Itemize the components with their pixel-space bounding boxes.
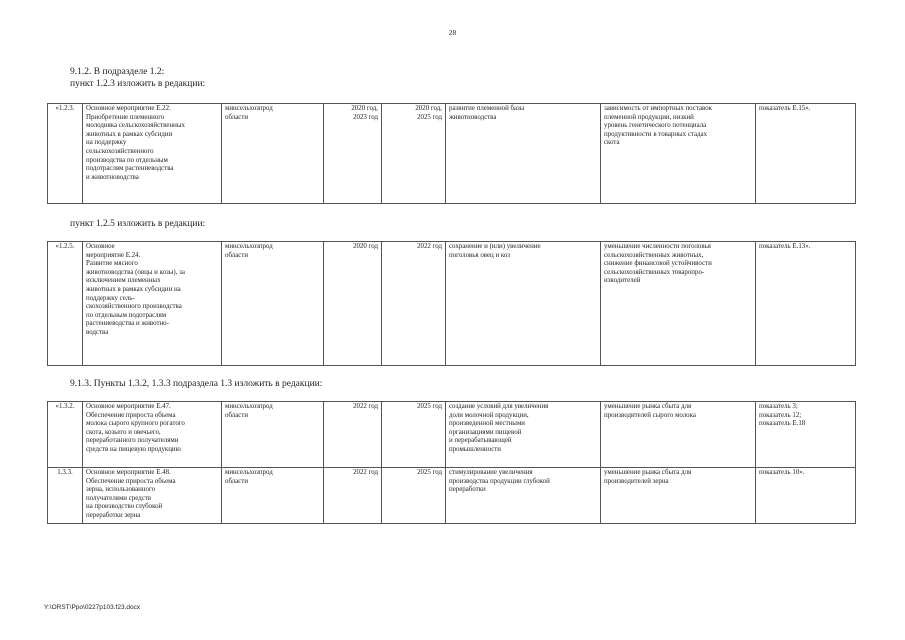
end-year-cell-line: 2025 год — [417, 469, 442, 476]
consequences-cell-line: уменьшение рынка сбыта для — [604, 403, 692, 410]
consequences-cell — [601, 402, 756, 468]
event-cell-line: по отдельным подотраслям — [86, 311, 167, 319]
table-row — [48, 468, 856, 524]
consequences-cell-line: сельскохозяйственных товаропро- — [604, 268, 705, 276]
result-cell — [446, 104, 601, 204]
event-cell-line: Развитие мясного — [86, 260, 138, 268]
executor-cell-line: минсельхозпрод — [225, 243, 273, 250]
table-row — [48, 242, 856, 366]
result-cell-line: организациями пищевой — [449, 428, 522, 436]
consequences-cell — [601, 468, 756, 524]
end-year-cell — [382, 242, 446, 366]
indicator-cell-line: показатель 10». — [759, 469, 805, 476]
result-cell-line: производства продукции глубокой — [449, 477, 550, 485]
event-cell-line: скота, козьего и овечьего, — [86, 428, 161, 436]
result-cell — [446, 402, 601, 468]
end-year-cell — [382, 402, 446, 468]
executor-cell-line: области — [225, 251, 249, 259]
indicator-cell-line: показатель Е.15». — [759, 105, 811, 112]
end-year-cell-line: 2020 год, — [415, 105, 442, 112]
start-year-cell — [324, 242, 382, 366]
executor-cell-line: минсельхозпрод — [225, 403, 273, 410]
event-cell — [83, 402, 222, 468]
consequences-cell-line: производителей зерна — [604, 477, 669, 485]
start-year-cell-line: 2020 год, — [351, 105, 378, 112]
consequences-cell — [601, 242, 756, 366]
table-item-1-2-3 — [47, 103, 856, 204]
event-cell — [83, 104, 222, 204]
result-cell-line: доли молочной продукции, — [449, 411, 529, 419]
event-cell-line: Обеспечение прироста объема — [86, 411, 176, 419]
start-year-cell-line: 2022 год — [353, 469, 378, 476]
event-cell-line: Основное мероприятие Е.22. — [86, 105, 171, 112]
event-cell-line: животных в рамках субсидии на — [86, 285, 181, 293]
consequences-cell-line: уровень генетического потенциала — [604, 122, 707, 130]
consequences-cell-line: снижение финансовой устойчивости — [604, 260, 712, 268]
result-cell-line: сохранение и (или) увеличение — [449, 243, 541, 250]
event-cell-line: животноводства (овцы и козы), за — [86, 268, 185, 276]
result-cell — [446, 242, 601, 366]
start-year-cell-line: 2020 год — [353, 243, 378, 250]
consequences-cell-line: изводителей — [604, 277, 641, 285]
consequences-cell-line: производителей сырого молока — [604, 411, 696, 419]
indicator-cell-line: показатель 3; — [759, 403, 798, 410]
executor-cell — [222, 104, 324, 204]
event-cell-line: зерна, использованного — [86, 486, 156, 494]
footer-file-path: Y:\ORST\Ppo\0227p103.f23.docx — [44, 604, 141, 611]
event-cell-line: Основное мероприятие Е.47. — [86, 403, 171, 410]
consequences-cell-line: зависимость от импортных поставок — [604, 105, 713, 112]
indicator-cell-line: показатель 12; — [759, 411, 802, 419]
executor-cell-line: минсельхозпрод — [225, 469, 273, 476]
table-row — [48, 402, 856, 468]
row-number-cell: «1.2.3. — [48, 104, 83, 204]
executor-cell-line: области — [225, 113, 249, 121]
event-cell — [83, 468, 222, 524]
end-year-cell — [382, 468, 446, 524]
event-cell — [83, 242, 222, 366]
event-cell-line: переработанного получателями — [86, 437, 179, 445]
executor-cell-line: области — [225, 477, 249, 485]
result-cell-line: и перерабатывающей — [449, 437, 512, 445]
event-cell-line: исключением племенных — [86, 277, 161, 285]
event-cell-line: животных в рамках субсидии — [86, 130, 173, 138]
result-cell-line: переработки — [449, 486, 486, 494]
result-cell-line: животноводства — [449, 113, 497, 121]
executor-cell — [222, 468, 324, 524]
result-cell-line: поголовья овец и коз — [449, 251, 511, 259]
event-cell-line: на поддержку — [86, 139, 127, 147]
indicator-cell-line: показатель Е.13». — [759, 243, 811, 250]
start-year-cell — [324, 468, 382, 524]
result-cell-line: развитие племенной базы — [449, 105, 525, 112]
row-number-cell: «1.2.5. — [48, 242, 83, 366]
section-9-1-3-heading: 9.1.3. Пункты 1.3.2, 1.3.3 подраздела 1.3 изложить в редакции: — [70, 379, 323, 389]
start-year-cell-line: 2023 год — [353, 113, 378, 121]
result-cell — [446, 468, 601, 524]
page-number: 28 — [448, 28, 457, 37]
result-cell-line: создание условий для увеличения — [449, 403, 549, 410]
event-cell-line: скохозяйственного производства — [86, 303, 182, 311]
event-cell-line: молодняка сельскохозяйственных — [86, 122, 185, 130]
indicator-cell-line: показатель Е.18 — [759, 420, 806, 428]
start-year-cell — [324, 104, 382, 204]
consequences-cell-line: уменьшение численности поголовья — [604, 243, 711, 250]
table-items-1-3-2-1-3-3 — [47, 401, 856, 524]
start-year-cell-line: 2022 год — [353, 403, 378, 410]
consequences-cell-line: сельскохозяйственных животных, — [604, 251, 704, 259]
event-cell-line: водства — [86, 328, 109, 336]
table-item-1-2-5 — [47, 241, 856, 366]
indicator-cell — [756, 402, 856, 468]
event-cell-line: переработки зерна — [86, 511, 141, 519]
event-cell-line: сельскохозяйственного — [86, 147, 154, 155]
event-cell-line: получателями средств — [86, 494, 152, 502]
consequences-cell-line: уменьшение рынка сбыта для — [604, 469, 692, 476]
end-year-cell — [382, 104, 446, 204]
row-number-cell: 1.3.3. — [48, 468, 83, 524]
event-cell-line: поддержку сель- — [86, 294, 135, 302]
executor-cell-line: минсельхозпрод — [225, 105, 273, 112]
end-year-cell-line: 2025 год — [417, 403, 442, 410]
consequences-cell-line: продуктивности в товарных стадах — [604, 130, 708, 138]
consequences-cell — [601, 104, 756, 204]
executor-cell — [222, 242, 324, 366]
event-cell-line: производства по отдельным — [86, 156, 168, 164]
event-cell-line: Основное — [86, 243, 115, 250]
event-cell-line: растениеводства и животно- — [86, 320, 169, 328]
row-number-cell: «1.3.2. — [48, 402, 83, 468]
event-cell-line: и животноводства — [86, 173, 139, 181]
executor-cell-line: области — [225, 411, 249, 419]
event-cell-line: мероприятие Е.24. — [86, 251, 141, 259]
event-cell-line: на производство глубокой — [86, 503, 163, 511]
end-year-cell-line: 2025 год — [417, 113, 442, 121]
item-1-2-5-instruction: пункт 1.2.5 изложить в редакции: — [70, 219, 206, 229]
event-cell-line: средств на пищевую продукцию — [86, 445, 181, 453]
end-year-cell-line: 2022 год — [417, 243, 442, 250]
event-cell-line: Основное мероприятие Е.48. — [86, 469, 171, 476]
event-cell-line: молока сырого крупного рогатого — [86, 420, 185, 428]
consequences-cell-line: племенной продукции, низкий — [604, 113, 694, 121]
indicator-cell — [756, 468, 856, 524]
table-row — [48, 104, 856, 204]
consequences-cell-line: скота — [604, 139, 620, 147]
start-year-cell — [324, 402, 382, 468]
event-cell-line: Обеспечение прироста объема — [86, 477, 176, 485]
event-cell-line: подотраслям растениеводства — [86, 165, 174, 173]
event-cell-line: Приобретение племенного — [86, 113, 165, 121]
indicator-cell — [756, 242, 856, 366]
result-cell-line: стимулирование увеличения — [449, 469, 533, 476]
indicator-cell — [756, 104, 856, 204]
result-cell-line: произведенной местными — [449, 420, 525, 428]
executor-cell — [222, 402, 324, 468]
section-9-1-2-heading: 9.1.2. В подразделе 1.2: — [70, 67, 165, 77]
result-cell-line: промышленности — [449, 445, 501, 453]
item-1-2-3-instruction: пункт 1.2.3 изложить в редакции: — [70, 79, 206, 89]
